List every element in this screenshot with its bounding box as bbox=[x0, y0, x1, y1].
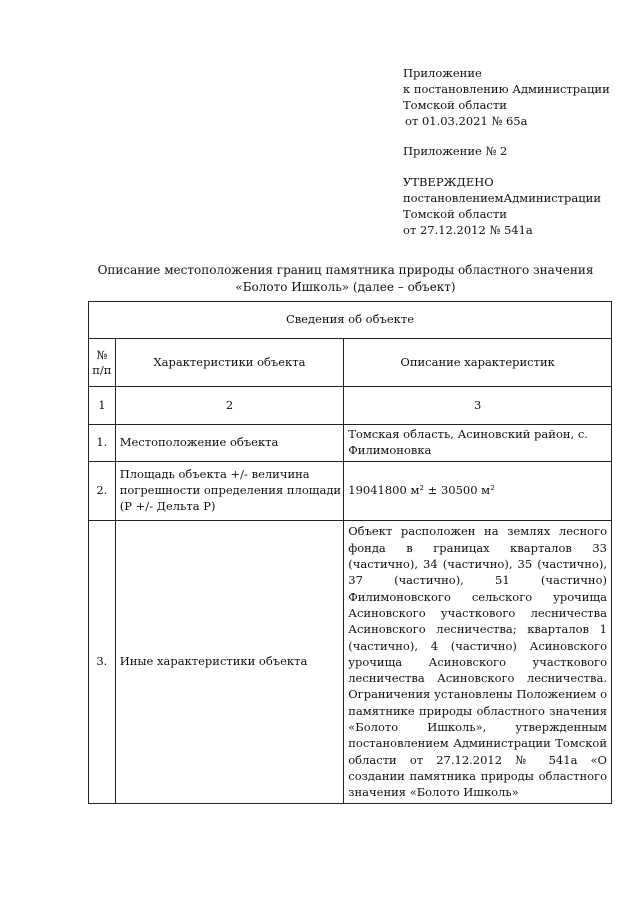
row-characteristic: Площадь объекта +/- величина погрешности определения площади (Р +/- Дельта Р) bbox=[115, 462, 344, 521]
appendix-number: Приложение № 2 bbox=[403, 144, 508, 158]
col-index-3: 3 bbox=[344, 387, 612, 425]
row-description: Томская область, Асиновский район, с. Филимоновка bbox=[344, 425, 612, 462]
table-row bbox=[89, 521, 612, 804]
table-row bbox=[89, 462, 612, 521]
approved-by-left: постановлением bbox=[403, 191, 504, 205]
row-number: 3. bbox=[89, 521, 116, 804]
col-index-2: 2 bbox=[115, 387, 344, 425]
row-description: 19041800 м² ± 30500 м² bbox=[344, 462, 612, 521]
approved-label: УТВЕРЖДЕНО bbox=[403, 175, 494, 189]
document-title bbox=[88, 262, 603, 296]
row-characteristic: Местоположение объекта bbox=[115, 425, 344, 462]
col-index-1: 1 bbox=[89, 387, 116, 425]
approved-date: от 27.12.2012 № 541а bbox=[403, 223, 533, 237]
resolution-date: от 01.03.2021 № 65а bbox=[405, 114, 528, 128]
table-row bbox=[89, 425, 612, 462]
object-info-table bbox=[88, 301, 612, 804]
title-line-2: «Болото Ишколь» (далее – объект) bbox=[235, 280, 456, 294]
row-number: 1. bbox=[89, 425, 116, 462]
col-header-characteristics: Характеристики объекта bbox=[115, 339, 344, 387]
row-description: Объект расположен на землях лесного фонда в границах кварталов 33 (частично), 34 (частично), 35 (частично), 37 (частично), 51 (частично) Филимоновского сельского урочища Асиновского участкового лесничества Асиновского лесничества; кварталов 1 (частично), 4 (частично) Асиновского урочища Асиновского участкового лесничества Асиновского лесничества. Ограничения установлены Положением о памятнике природы областного значения «Болото Ишколь», утвержденным постановлением Администрации Томской области от 27.12.2012 № 541а «О создании памятника природы областного значения «Болото Ишколь» bbox=[344, 521, 612, 804]
region: Томской области bbox=[403, 98, 507, 112]
to-resolution: к постановлению Администрации bbox=[403, 82, 610, 96]
table-caption: Сведения об объекте bbox=[89, 302, 612, 339]
appendix-header bbox=[403, 65, 610, 238]
col-header-description: Описание характеристик bbox=[344, 339, 612, 387]
col-header-num: № п/п bbox=[89, 339, 116, 387]
row-number: 2. bbox=[89, 462, 116, 521]
title-line-1: Описание местоположения границ памятника природы областного значения bbox=[97, 263, 594, 277]
appendix-label: Приложение bbox=[403, 66, 482, 80]
approved-by-right: Администрации bbox=[503, 191, 601, 205]
approved-region: Томской области bbox=[403, 207, 507, 221]
row-characteristic: Иные характеристики объекта bbox=[115, 521, 344, 804]
approved-by bbox=[403, 190, 601, 206]
